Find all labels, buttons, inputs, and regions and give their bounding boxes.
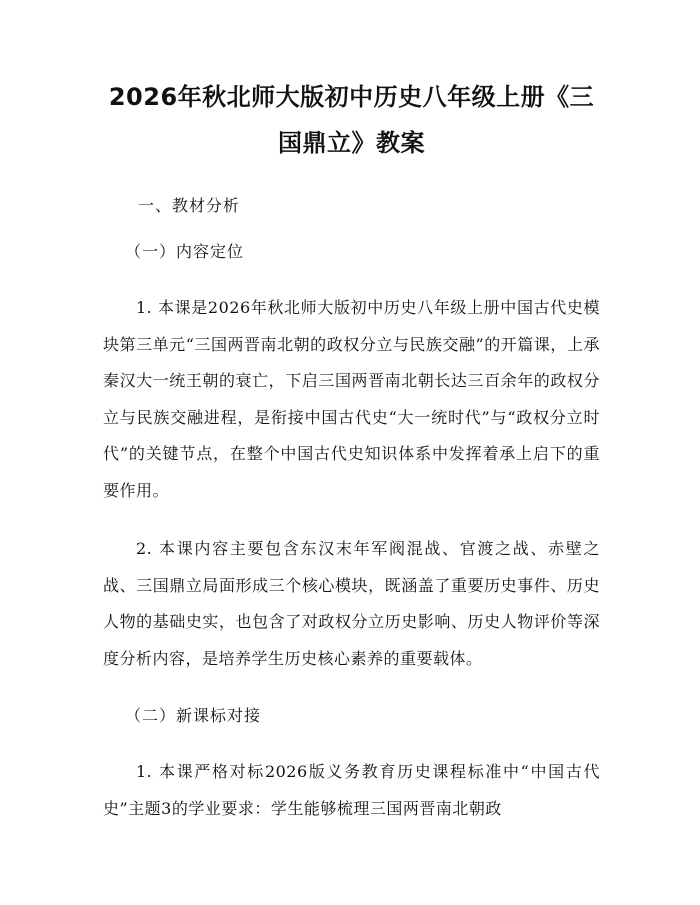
document-title: 2026年秋北师大版初中历史八年级上册《三国鼎立》教案	[108, 83, 595, 157]
paragraph-lesson-position: 1. 本课是2026年秋北师大版初中历史八年级上册中国古代史模块第三单元“三国两晋南北朝的政权分立与民族交融”的开篇课，上承秦汉大一统王朝的衰亡，下启三国两晋南北朝长达三百余年的政权分立与民族交融进程，是衔接中国古代史“大一统时代”与“政权分立时代”的关键节点，在整个中国古代史知识体系中发挥着承上启下的重要作用。	[103, 298, 600, 500]
section-heading-textbook-analysis: 一、教材分析	[138, 196, 241, 215]
paragraph-lesson-content: 2. 本课内容主要包含东汉末年军阀混战、官渡之战、赤壁之战、三国鼎立局面形成三个核心模块，既涵盖了重要历史事件、历史人物的基础史实，也包含了对政权分立历史影响、历史人物评价等深度分析内容，是培养学生历史核心素养的重要载体。	[103, 539, 600, 668]
subsection-heading-content-positioning: （一）内容定位	[125, 242, 245, 261]
paragraph-curriculum-standard: 1. 本课严格对标2026版义务教育历史课程标准中“中国古代史”主题3的学业要求：学生能够梳理三国两晋南北朝政	[103, 762, 600, 818]
subsection-heading-curriculum-alignment: （二）新课标对接	[125, 706, 262, 725]
